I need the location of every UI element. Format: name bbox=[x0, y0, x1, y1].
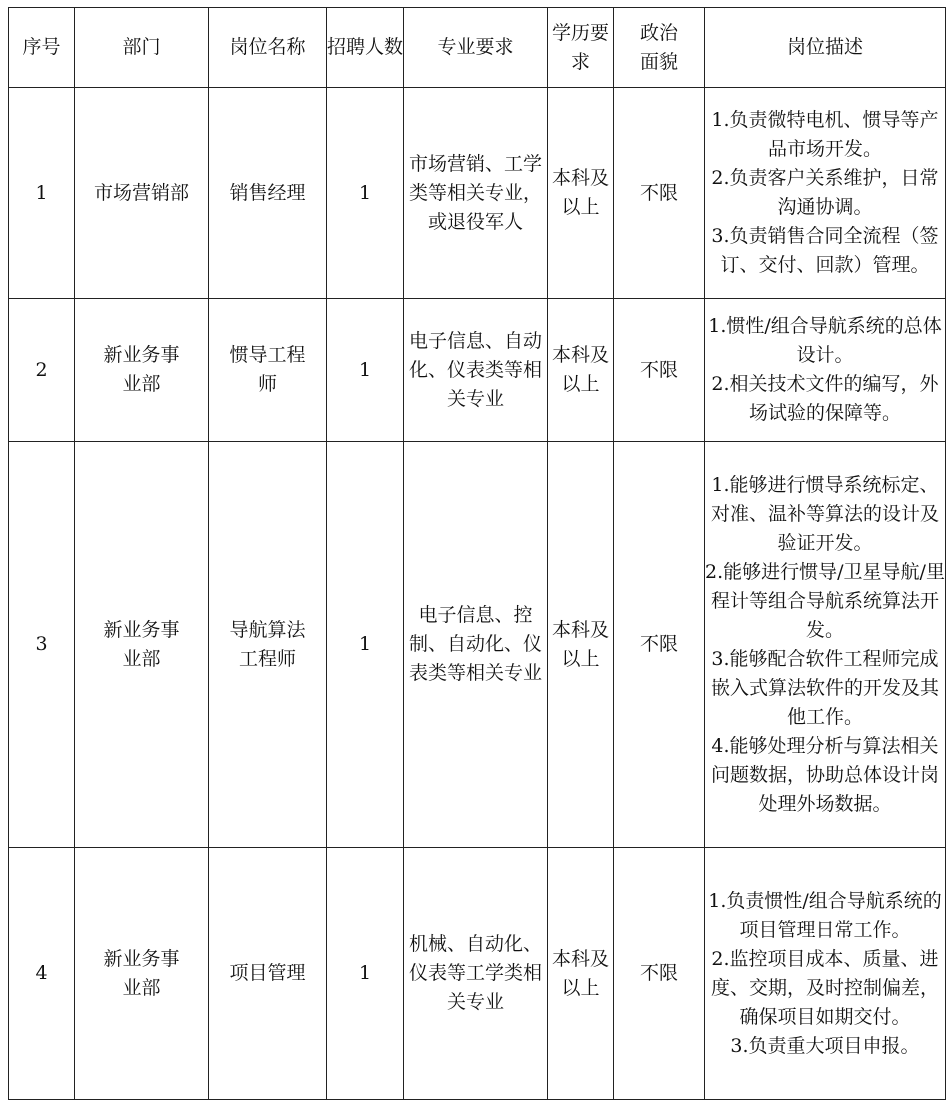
cell-desc bbox=[705, 88, 946, 299]
header-title: 岗位名称 bbox=[209, 8, 327, 88]
desc-line: 4.能够处理分析与算法相关问题数据，协助总体设计岗处理外场数据。 bbox=[710, 734, 939, 815]
cell-no: 1 bbox=[9, 88, 75, 299]
desc-line: 2.相关技术文件的编写，外场试验的保障等。 bbox=[711, 373, 939, 424]
cell-dept: 新业务事业部 bbox=[75, 442, 209, 848]
cell-no: 4 bbox=[9, 848, 75, 1100]
cell-title: 销售经理 bbox=[209, 88, 327, 299]
cell-no: 2 bbox=[9, 299, 75, 442]
header-count: 招聘人数 bbox=[327, 8, 404, 88]
cell-dept: 新业务事业部 bbox=[75, 299, 209, 442]
header-edu: 学历要求 bbox=[548, 8, 614, 88]
table-row bbox=[9, 88, 946, 299]
desc-line: 1.负责微特电机、惯导等产品市场开发。 bbox=[711, 109, 939, 160]
cell-politics: 不限 bbox=[614, 88, 705, 299]
cell-major: 电子信息、控制、自动化、仪表类等相关专业 bbox=[404, 442, 548, 848]
header-row bbox=[9, 8, 946, 88]
cell-title: 导航算法工程师 bbox=[209, 442, 327, 848]
cell-major: 机械、自动化、仪表等工学类相关专业 bbox=[404, 848, 548, 1100]
cell-count: 1 bbox=[327, 848, 404, 1100]
header-dept: 部门 bbox=[75, 8, 209, 88]
cell-desc bbox=[705, 299, 946, 442]
cell-politics: 不限 bbox=[614, 848, 705, 1100]
table-row bbox=[9, 442, 946, 848]
cell-desc bbox=[705, 848, 946, 1100]
header-desc: 岗位描述 bbox=[705, 8, 946, 88]
table-row bbox=[9, 299, 946, 442]
cell-count: 1 bbox=[327, 299, 404, 442]
header-no: 序号 bbox=[9, 8, 75, 88]
header-politics: 政治面貌 bbox=[614, 8, 705, 88]
cell-count: 1 bbox=[327, 442, 404, 848]
table-row bbox=[9, 848, 946, 1100]
cell-title: 项目管理 bbox=[209, 848, 327, 1100]
desc-line: 3.负责销售合同全流程（签订、交付、回款）管理。 bbox=[711, 225, 939, 276]
cell-edu: 本科及以上 bbox=[548, 442, 614, 848]
cell-dept: 新业务事业部 bbox=[75, 848, 209, 1100]
cell-dept: 市场营销部 bbox=[75, 88, 209, 299]
desc-line: 1.惯性/组合导航系统的总体设计。 bbox=[708, 315, 942, 366]
cell-count: 1 bbox=[327, 88, 404, 299]
cell-politics: 不限 bbox=[614, 442, 705, 848]
cell-desc bbox=[705, 442, 946, 848]
desc-line: 3.负责重大项目申报。 bbox=[730, 1034, 920, 1057]
desc-line: 3.能够配合软件工程师完成嵌入式算法软件的开发及其他工作。 bbox=[710, 647, 939, 728]
job-table bbox=[8, 7, 946, 1100]
cell-edu: 本科及以上 bbox=[548, 299, 614, 442]
desc-line: 2.监控项目成本、质量、进度、交期，及时控制偏差，确保项目如期交付。 bbox=[710, 947, 939, 1028]
cell-edu: 本科及以上 bbox=[548, 848, 614, 1100]
desc-line: 1.能够进行惯导系统标定、对准、温补等算法的设计及验证开发。 bbox=[710, 473, 939, 554]
desc-line: 2.能够进行惯导/卫星导航/里程计等组合导航系统算法开发。 bbox=[705, 560, 945, 641]
cell-major: 市场营销、工学类等相关专业，或退役军人 bbox=[404, 88, 548, 299]
desc-line: 2.负责客户关系维护，日常沟通协调。 bbox=[711, 167, 939, 218]
desc-line: 1.负责惯性/组合导航系统的项目管理日常工作。 bbox=[708, 889, 942, 941]
cell-edu: 本科及以上 bbox=[548, 88, 614, 299]
header-major: 专业要求 bbox=[404, 8, 548, 88]
cell-title: 惯导工程师 bbox=[209, 299, 327, 442]
cell-no: 3 bbox=[9, 442, 75, 848]
cell-politics: 不限 bbox=[614, 299, 705, 442]
cell-major: 电子信息、自动化、仪表类等相关专业 bbox=[404, 299, 548, 442]
